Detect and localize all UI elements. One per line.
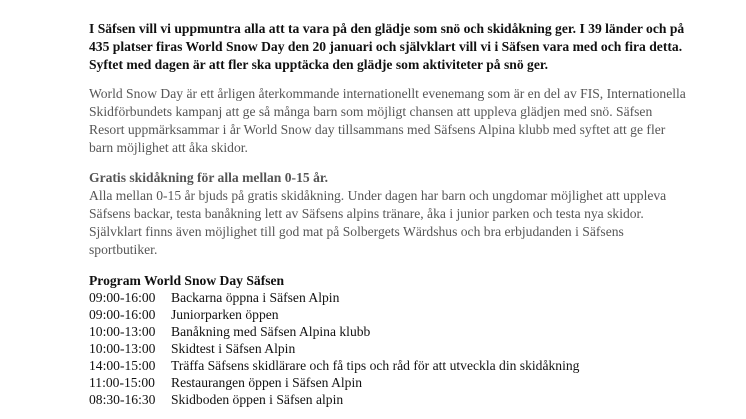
schedule-row xyxy=(89,323,689,340)
schedule-activity: Skidtest i Säfsen Alpin xyxy=(171,341,296,357)
schedule-row xyxy=(89,374,689,391)
schedule-time: 11:00-15:00 xyxy=(89,375,155,391)
document-page xyxy=(89,20,689,408)
free-skiing-heading: Gratis skidåkning för alla mellan 0-15 år. xyxy=(89,169,329,185)
schedule-activity: Juniorparken öppen xyxy=(171,307,279,323)
schedule-row xyxy=(89,340,689,357)
schedule-row xyxy=(89,306,689,323)
schedule-activity: Backarna öppna i Säfsen Alpin xyxy=(171,290,340,306)
schedule-row xyxy=(89,289,689,306)
intro-paragraph: I Säfsen vill vi uppmuntra alla att ta vara på den glädje som snö och skidåkning ger. I 39 länder och på 435 platser firas World Snow Day den 20 januari och självklart vill vi i Säfsen vara med och fira detta. Syftet med dagen är att fler ska upptäcka den glädje som aktiviteter på snö ger. xyxy=(89,21,685,73)
schedule-time: 09:00-16:00 xyxy=(89,307,156,323)
schedule-activity: Skidboden öppen i Säfsen alpin xyxy=(171,392,344,408)
free-skiing-paragraph: Alla mellan 0-15 år bjuds på gratis skidåkning. Under dagen har barn och ungdomar möjlighet att uppleva Säfsens backar, testa banåkning lett av Säfsens alpins tränare, åka i junior parken och testa nya skidor. Självklart finns även möjlighet till god mat på Solbergets Wärdshus och bra erbjudanden i Säfsens sportbutiker. xyxy=(89,187,667,258)
schedule-time: 09:00-16:00 xyxy=(89,290,156,306)
program-schedule xyxy=(89,289,689,408)
schedule-time: 14:00-15:00 xyxy=(89,358,156,374)
schedule-time: 08:30-16:30 xyxy=(89,392,156,408)
schedule-activity: Banåkning med Säfsen Alpina klubb xyxy=(171,324,371,340)
schedule-activity: Restaurangen öppen i Säfsen Alpin xyxy=(171,375,363,391)
schedule-row xyxy=(89,391,689,408)
schedule-activity: Träffa Säfsens skidlärare och få tips och råd för att utveckla din skidåkning xyxy=(171,358,580,374)
program-title: Program World Snow Day Säfsen xyxy=(89,273,285,289)
schedule-time: 10:00-13:00 xyxy=(89,324,156,340)
schedule-row xyxy=(89,357,689,374)
schedule-time: 10:00-13:00 xyxy=(89,341,156,357)
about-paragraph: World Snow Day är ett årligen återkommande internationellt evenemang som är en del av FIS, Internationella Skidförbundets kampanj att ge så många barn som möjligt chansen att uppleva glädjen med snö. Säfsen Resort uppmärksammar i år World Snow day tillsammans med Säfsens Alpina klubb med syftet att ge fler barn möjlighet att åka skidor. xyxy=(89,85,686,155)
